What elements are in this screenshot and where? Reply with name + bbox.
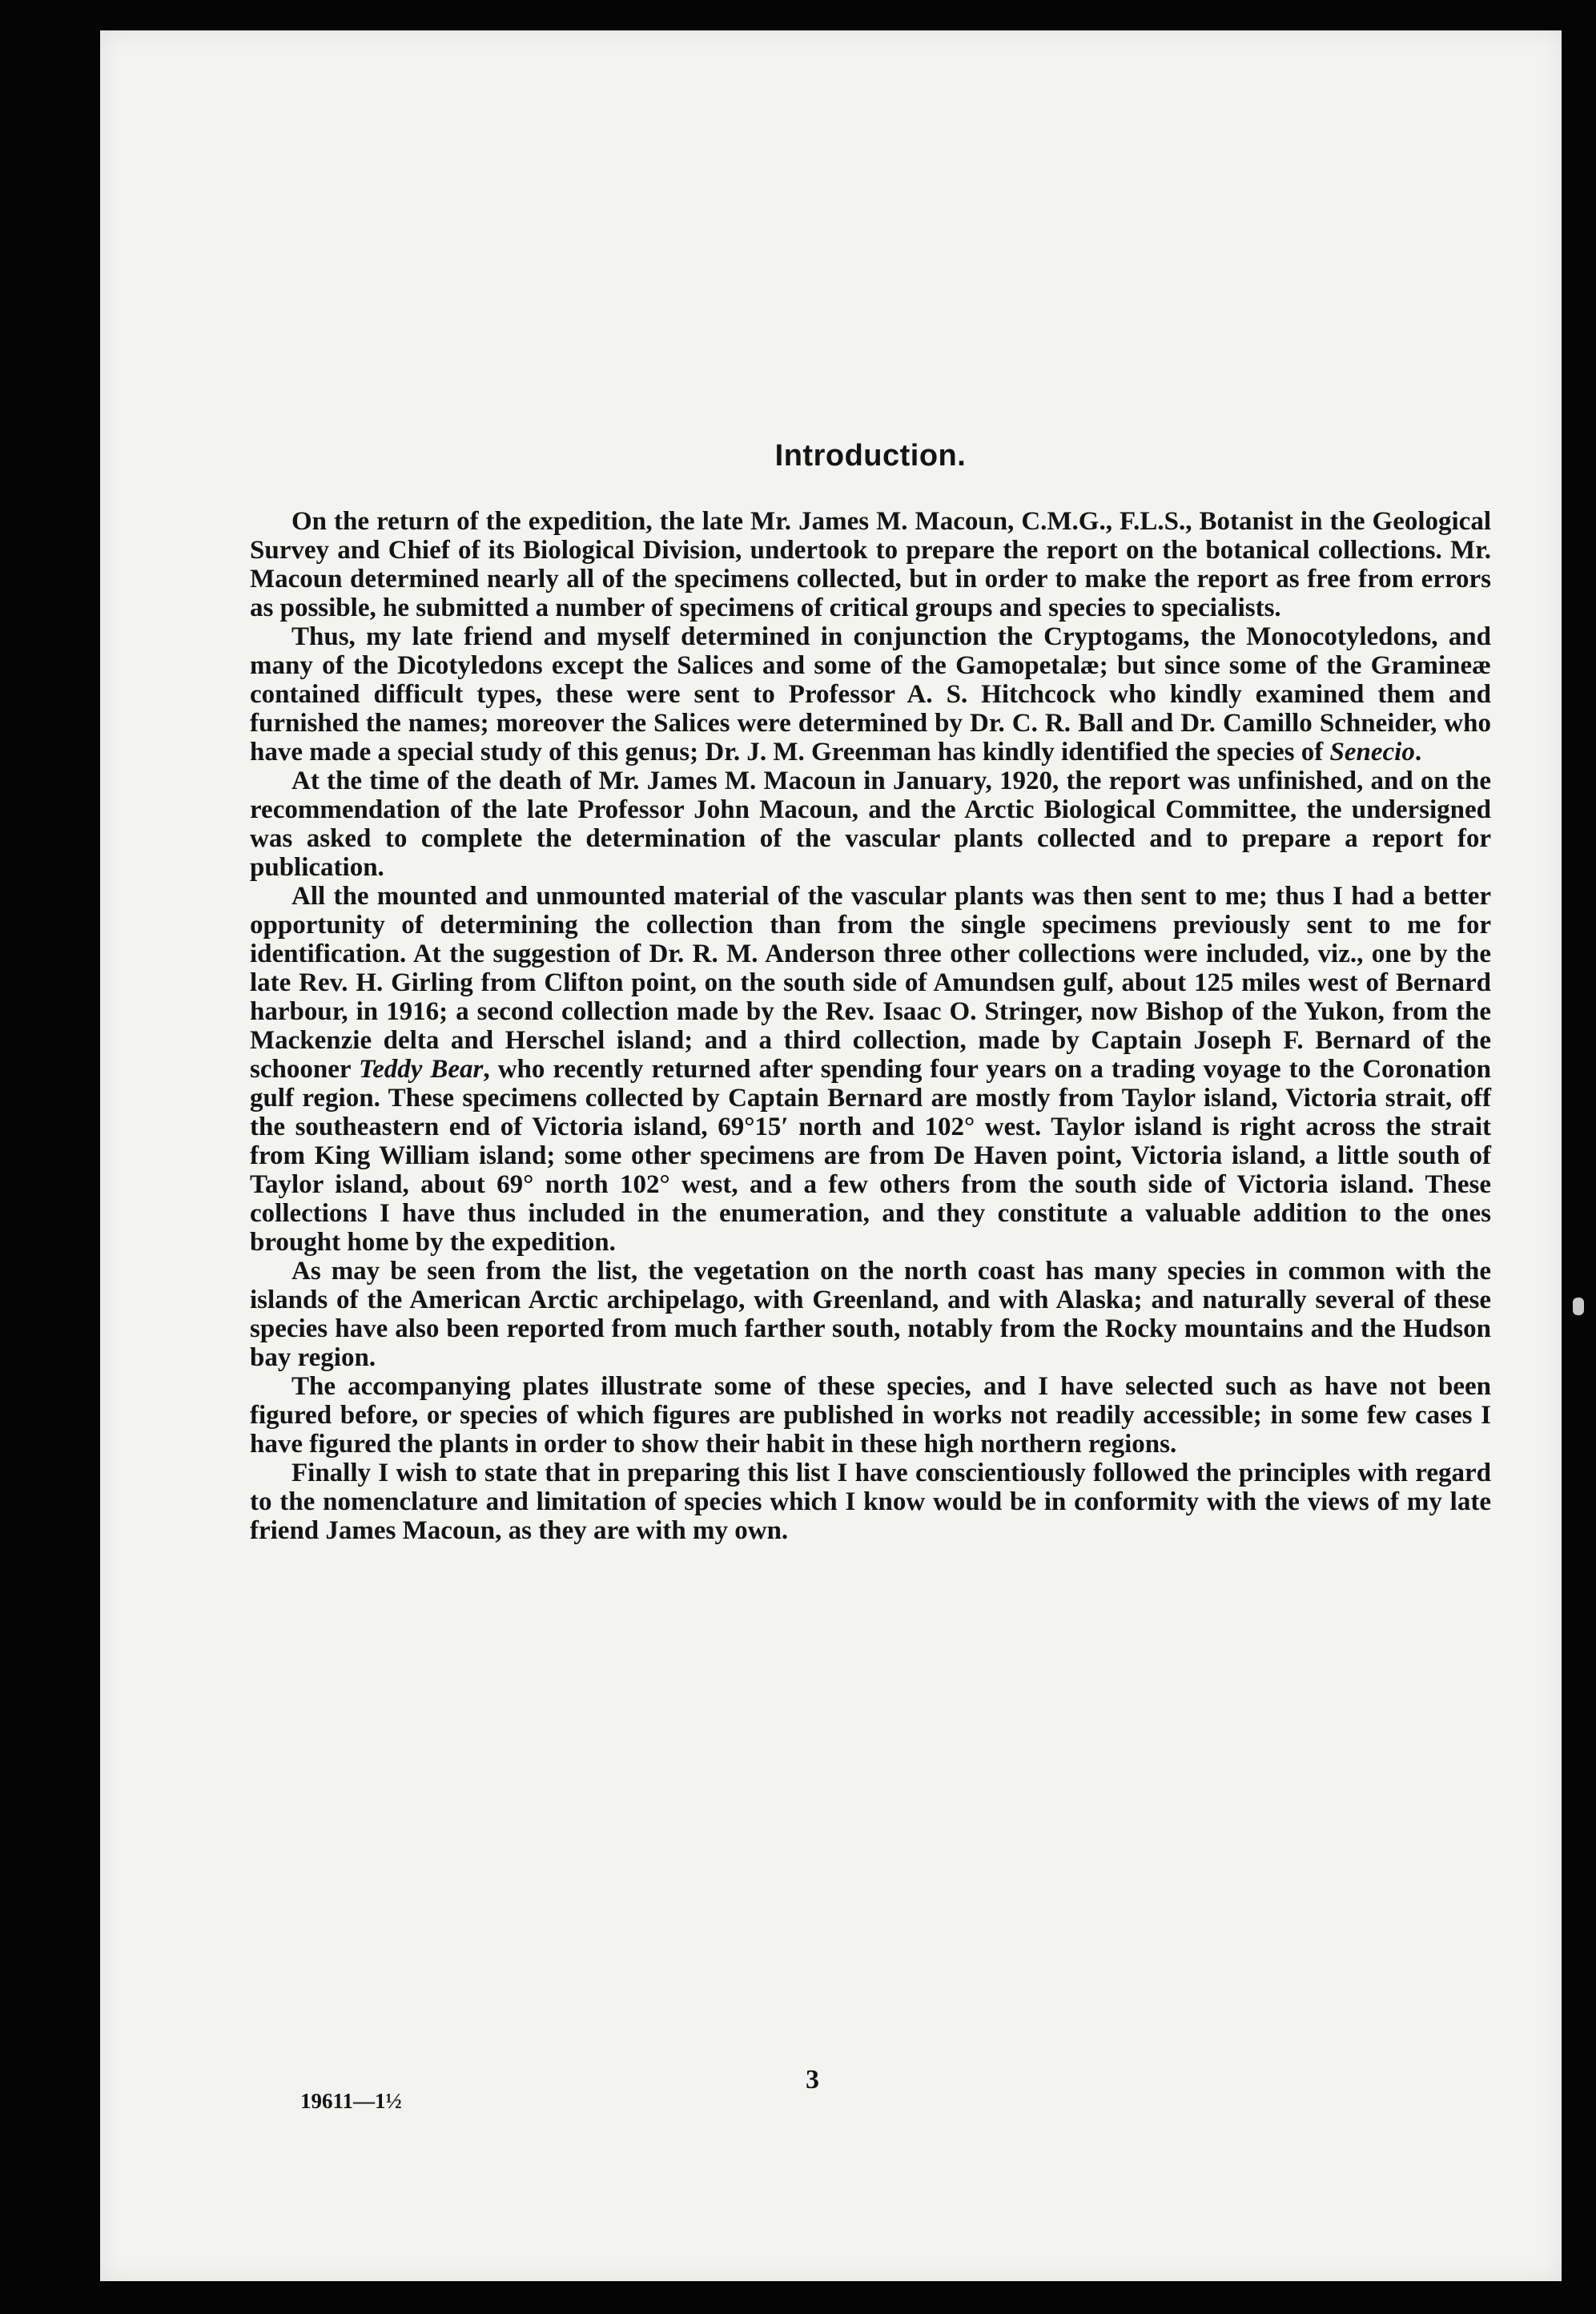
- page-content: [250, 439, 1491, 1545]
- scan-edge-mark: [1573, 1298, 1584, 1315]
- page-number: 3: [806, 2065, 819, 2095]
- paragraph-1: On the return of the expedition, the late Mr. James M. Macoun, C.M.G., F.L.S., Botanist in the Geological Survey and Chief of its Biological Division, undertook to prepare the report on the botanical collections. Mr. Macoun determined nearly all of the specimens collected, but in order to make the report as free from errors as possible, he submitted a number of specimens of critical groups and species to specialists.: [250, 507, 1491, 622]
- paragraph-7: Finally I wish to state that in preparing this list I have conscientiously followed the principles with regard to the nomenclature and limitation of species which I know would be in conformity with the views of my late friend James Macoun, as they are with my own.: [250, 1459, 1491, 1545]
- document-page: [100, 30, 1562, 2281]
- paragraph-3: At the time of the death of Mr. James M. Macoun in January, 1920, the report was unfinished, and on the recommendation of the late Professor John Macoun, and the Arctic Biological Committee, the undersigned was asked to complete the determination of the vascular plants collected and to prepare a report for publication.: [250, 767, 1491, 882]
- page-title: Introduction.: [774, 439, 967, 473]
- paragraph-6: The accompanying plates illustrate some of these species, and I have selected such as have not been figured before, or species of which figures are published in works not readily accessible; in some few cases I have figured the plants in order to show their habit in these high northern regions.: [250, 1372, 1491, 1459]
- print-code: 19611—1½: [300, 2089, 402, 2113]
- paragraph-4: All the mounted and unmounted material of the vascular plants was then sent to me; thus I had a better opportunity of determining the collection than from the single specimens previously sent to me for identification. At the suggestion of Dr. R. M. Anderson three other collections were included, viz., one by the late Rev. H. Girling from Clifton point, on the south side of Amundsen gulf, about 125 miles west of Bernard harbour, in 1916; a second collection made by the Rev. Isaac O. Stringer, now Bishop of the Yukon, from the Mackenzie delta and Herschel island; and a third collection, made by Captain Joseph F. Bernard of the schooner Teddy Bear, who recently returned after spending four years on a trading voyage to the Coronation gulf region. These specimens collected by Captain Bernard are mostly from Taylor island, Victoria strait, off the southeastern end of Victoria island, 69°15′ north and 102° west. Taylor island is right across the strait from King William island; some other specimens are from De Haven point, Victoria island, a little south of Taylor island, about 69° north 102° west, and a few others from the south side of Victoria island. These collections I have thus included in the enumeration, and they constitute a valuable addition to the ones brought home by the expedition.: [250, 882, 1491, 1257]
- paragraph-2: Thus, my late friend and myself determined in conjunction the Cryptogams, the Monocotyledons, and many of the Dicotyledons except the Salices and some of the Gamopetalæ; but since some of the Gramineæ contained difficult types, these were sent to Professor A. S. Hitchcock who kindly examined them and furnished the names; moreover the Salices were determined by Dr. C. R. Ball and Dr. Camillo Schneider, who have made a special study of this genus; Dr. J. M. Greenman has kindly identified the species of Senecio.: [250, 622, 1491, 767]
- paragraph-5: As may be seen from the list, the vegetation on the north coast has many species in common with the islands of the American Arctic archipelago, with Greenland, and with Alaska; and naturally several of these species have also been reported from much farther south, notably from the Rocky mountains and the Hudson bay region.: [250, 1257, 1491, 1372]
